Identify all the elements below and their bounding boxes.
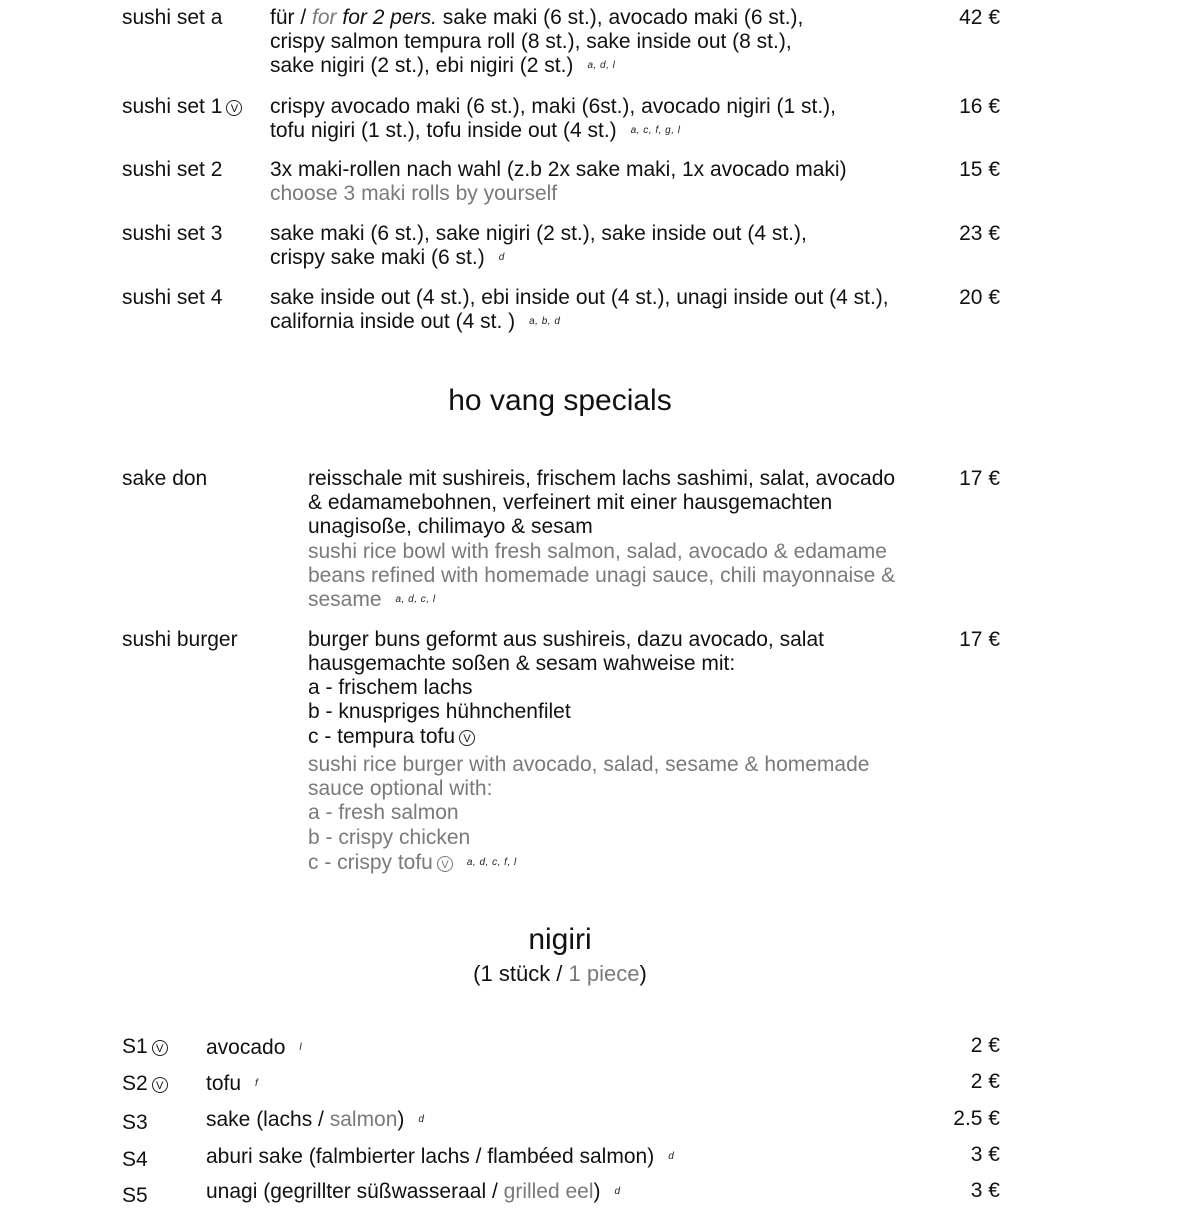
- description-text: c - crispy tofu: [308, 851, 433, 874]
- allergen-codes: d: [498, 252, 505, 263]
- item-description-english: [308, 588, 436, 612]
- item-price: 3 €: [970, 1179, 1000, 1202]
- item-name: sake don: [122, 467, 208, 490]
- item-description-line: crispy salmon tempura roll (8 st.), sake inside out (8 st.),: [270, 30, 792, 53]
- vegan-icon: V: [152, 1040, 168, 1056]
- name-text: aburi sake (falmbierter lachs / flambéed salmon): [206, 1145, 655, 1168]
- name-text: sake (lachs /: [206, 1108, 330, 1131]
- item-price: 2.5 €: [953, 1107, 1000, 1130]
- description-text: sesame: [308, 588, 382, 611]
- subheading-en: 1 piece: [568, 961, 640, 986]
- item-description-english: a - fresh salmon: [308, 801, 459, 824]
- item-description-line: & edamamebohnen, verfeinert mit einer hausgemachten: [308, 491, 833, 514]
- item-description-line: sake inside out (4 st.), ebi inside out (4 st.), unagi inside out (4 st.),: [270, 286, 889, 309]
- item-description-line: burger buns geformt aus sushireis, dazu avocado, salat: [308, 628, 824, 651]
- description-text: c - tempura tofu: [308, 725, 456, 748]
- name-en: salmon: [329, 1108, 398, 1131]
- item-name-text: sushi set 1: [122, 95, 223, 118]
- item-name: sushi set a: [122, 6, 223, 29]
- allergen-codes: a, b, d: [529, 316, 561, 327]
- item-description-line: [270, 6, 803, 30]
- allergen-codes: a, d, c, f, l: [466, 857, 517, 868]
- description-text: sake nigiri (2 st.), ebi nigiri (2 st.): [270, 54, 574, 77]
- item-description-line: a - frischem lachs: [308, 676, 473, 699]
- allergen-codes: d: [614, 1186, 621, 1197]
- item-code: S3: [122, 1111, 148, 1134]
- item-code: [122, 1035, 168, 1059]
- item-description-line: b - knuspriges hühnchenfilet: [308, 700, 571, 723]
- vegan-icon: V: [152, 1077, 168, 1093]
- item-price: 17 €: [959, 628, 1000, 651]
- code-text: S2: [122, 1072, 148, 1095]
- allergen-codes: a, d, c, l: [395, 594, 436, 605]
- code-text: S1: [122, 1035, 148, 1058]
- item-description-english: sushi rice burger with avocado, salad, sesame & homemade: [308, 753, 870, 776]
- name-text: tofu: [206, 1072, 242, 1095]
- item-price: 20 €: [959, 286, 1000, 309]
- item-price: 23 €: [959, 222, 1000, 245]
- item-name: [206, 1108, 424, 1132]
- name-close: ): [397, 1108, 405, 1131]
- allergen-codes: f: [255, 1078, 259, 1089]
- allergen-codes: l: [299, 1042, 303, 1053]
- description-text: sake maki (6 st.), avocado maki (6 st.),: [442, 6, 804, 29]
- description-text: california inside out (4 st. ): [270, 310, 516, 333]
- allergen-codes: a, d, l: [587, 60, 616, 71]
- item-description-english: choose 3 maki rolls by yourself: [270, 182, 558, 205]
- prefix-en: for 2 pers.: [342, 6, 437, 29]
- item-description-line: [270, 246, 505, 270]
- item-name: [206, 1072, 258, 1096]
- item-name: sushi set 2: [122, 158, 223, 181]
- subheading-de: (1 stück /: [473, 961, 569, 986]
- item-description-line: sake maki (6 st.), sake nigiri (2 st.), sake inside out (4 st.),: [270, 222, 807, 245]
- item-description-english: beans refined with homemade unagi sauce, chili mayonnaise &: [308, 564, 896, 587]
- item-name: [206, 1145, 674, 1169]
- description-text: crispy sake maki (6 st.): [270, 246, 485, 269]
- item-code: S4: [122, 1148, 148, 1171]
- item-description-line: 3x maki-rollen nach wahl (z.b 2x sake maki, 1x avocado maki): [270, 158, 847, 181]
- prefix-de: für /: [270, 6, 313, 29]
- name-en: grilled eel: [503, 1180, 594, 1203]
- item-description-line: unagisoße, chilimayo & sesam: [308, 515, 593, 538]
- vegan-icon: V: [226, 100, 242, 116]
- item-price: 17 €: [959, 467, 1000, 490]
- item-price: 15 €: [959, 158, 1000, 181]
- item-price: 2 €: [970, 1034, 1000, 1057]
- item-description-line: [270, 310, 560, 334]
- subheading-close: ): [639, 961, 647, 986]
- vegan-icon: V: [437, 856, 453, 872]
- allergen-codes: d: [668, 1151, 675, 1162]
- description-text: tofu nigiri (1 st.), tofu inside out (4 st.): [270, 119, 617, 142]
- item-description-english: b - crispy chicken: [308, 826, 471, 849]
- section-heading-nigiri: nigiri: [528, 923, 592, 956]
- item-description-line: [270, 54, 615, 78]
- item-description-line: [308, 725, 475, 749]
- vegan-icon: V: [459, 730, 475, 746]
- name-close: ): [593, 1180, 601, 1203]
- allergen-codes: d: [418, 1114, 425, 1125]
- item-name: sushi burger: [122, 628, 238, 651]
- section-heading-specials: ho vang specials: [448, 384, 672, 417]
- name-text: avocado: [206, 1036, 286, 1059]
- item-description-line: crispy avocado maki (6 st.), maki (6st.), avocado nigiri (1 st.),: [270, 95, 837, 118]
- item-name: sushi set 3: [122, 222, 223, 245]
- item-code: [122, 1072, 168, 1096]
- item-price: 2 €: [970, 1070, 1000, 1093]
- item-name: [122, 95, 242, 119]
- item-name: sushi set 4: [122, 286, 223, 309]
- item-name: [206, 1180, 621, 1204]
- item-price: 3 €: [970, 1143, 1000, 1166]
- item-price: 42 €: [959, 6, 1000, 29]
- item-price: 16 €: [959, 95, 1000, 118]
- item-description-english: [308, 851, 517, 875]
- item-description-english: sauce optional with:: [308, 777, 493, 800]
- prefix-en-for: for: [312, 6, 337, 29]
- name-text: unagi (gegrillter süßwasseraal /: [206, 1180, 504, 1203]
- item-description-line: reisschale mit sushireis, frischem lachs sashimi, salat, avocado: [308, 467, 896, 490]
- item-name: [206, 1036, 302, 1060]
- allergen-codes: a, c, f, g, l: [630, 125, 681, 136]
- section-subheading: [0, 961, 1160, 987]
- item-description-line: [270, 119, 681, 143]
- item-description-line: hausgemachte soßen & sesam wahweise mit:: [308, 652, 736, 675]
- item-code: S5: [122, 1184, 148, 1207]
- item-description-english: sushi rice bowl with fresh salmon, salad, avocado & edamame: [308, 540, 887, 563]
